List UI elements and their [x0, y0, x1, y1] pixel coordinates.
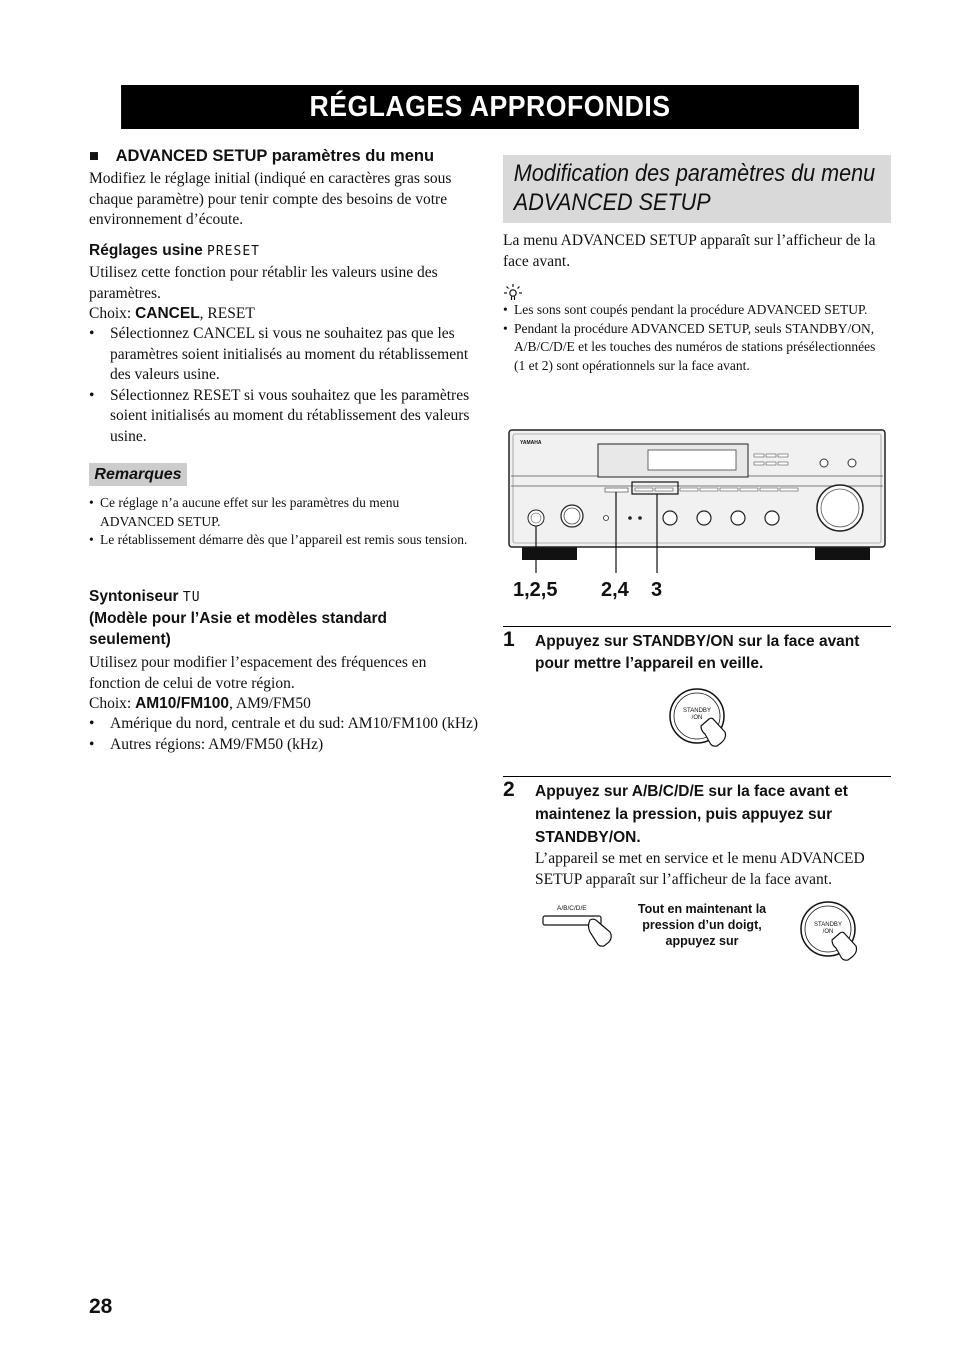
- preset-description: Utilisez cette fonction pour rétablir les valeurs usine des paramètres.: [89, 264, 438, 302]
- standby-label-line2: /ON: [822, 929, 834, 935]
- choice-rest: , RESET: [199, 305, 255, 322]
- callout-2-4: 2,4: [601, 579, 629, 601]
- step-2-text: Appuyez sur A/B/C/D/E sur la face avant et maintenez la pression, puis appuyez sur STANDBY/ON.: [535, 783, 848, 846]
- choice-rest: , AM9/FM50: [228, 695, 311, 712]
- preset-heading: [89, 240, 479, 262]
- choice-default: AM10/FM100: [135, 695, 229, 712]
- step-2-rule: [503, 776, 891, 777]
- tip-lightbulb-icon: [503, 283, 523, 303]
- tuner-title: Syntoniseur: [89, 588, 179, 605]
- list-item: • Sélectionnez CANCEL si vous ne souhaitez pas que les paramètres soient initialisés au moment du rétablissement des valeurs usine.: [89, 324, 479, 386]
- section-heading: Modification des paramètres du menu ADVANCED SETUP: [513, 160, 876, 216]
- standby-label-line2: /ON: [691, 715, 703, 721]
- section-title: [89, 147, 479, 166]
- list-item: • Le rétablissement démarre dès que l’appareil est remis sous tension.: [89, 531, 469, 550]
- square-icon: ■: [89, 147, 99, 165]
- standby-button-press-illustration-2: [798, 899, 866, 963]
- standby-label-line1: STANDBY: [814, 922, 842, 928]
- tips-list: [503, 301, 888, 375]
- preset-code: PRESET: [207, 244, 260, 259]
- preset-bullets: [89, 324, 479, 447]
- list-item: • Les sons sont coupés pendant la procédure ADVANCED SETUP.: [503, 301, 888, 320]
- step-2-description: L’appareil se met en service et le menu ADVANCED SETUP apparaît sur l’afficheur de la face avant.: [535, 850, 865, 888]
- list-item: • Sélectionnez RESET si vous souhaitez que les paramètres soient initialisés au moment du rétablissement des valeurs usine.: [89, 386, 479, 448]
- step-2-number: 2: [503, 778, 515, 801]
- press-caption: Tout en maintenant la pression d’un doigt, appuyez sur: [637, 902, 767, 948]
- callout-1-2-5: 1,2,5: [513, 579, 558, 601]
- section-title-text: ADVANCED SETUP paramètres du menu: [115, 147, 435, 165]
- standby-label-line1: STANDBY: [683, 708, 711, 714]
- brand-logo-text: YAMAHA: [520, 440, 542, 446]
- list-item: • Amérique du nord, centrale et du sud: AM10/FM100 (kHz): [89, 714, 479, 735]
- tuner-subtitle: (Modèle pour l’Asie et modèles standard seulement): [89, 610, 388, 648]
- choice-default: CANCEL: [135, 305, 200, 322]
- standby-button-press-illustration: [665, 686, 735, 750]
- right-intro: La menu ADVANCED SETUP apparaît sur l’afficheur de la face avant.: [503, 232, 876, 270]
- choice-label: Choix:: [89, 305, 132, 322]
- remarques-list: [89, 494, 469, 550]
- choice-label: Choix:: [89, 695, 132, 712]
- abcde-key-label: A/B/C/D/E: [557, 905, 587, 912]
- step-1-rule: [503, 626, 891, 627]
- section-heading-box: [503, 155, 891, 223]
- step-1-text: Appuyez sur STANDBY/ON sur la face avant pour mettre l’appareil en veille.: [535, 633, 860, 672]
- callout-3: 3: [651, 579, 663, 601]
- tuner-choice: [89, 694, 479, 715]
- list-item: • Pendant la procédure ADVANCED SETUP, seuls STANDBY/ON, A/B/C/D/E et les touches des numéros de stations présélectionnées (1 et 2) sont opérationnels sur la face avant.: [503, 320, 888, 376]
- tuner-heading: [89, 586, 479, 608]
- page-banner: RÉGLAGES APPROFONDIS: [121, 85, 859, 129]
- intro-paragraph: Modifiez le réglage initial (indiqué en caractères gras sous chaque paramètre) pour tenir compte des besoins de votre environnement d’écoute.: [89, 170, 452, 228]
- receiver-front-panel-illustration: [508, 428, 890, 603]
- remarques-label: Remarques: [89, 463, 187, 486]
- page-number: 28: [89, 1295, 113, 1318]
- step-1-number: 1: [503, 628, 515, 651]
- tuner-bullets: [89, 714, 479, 755]
- list-item: • Autres régions: AM9/FM50 (kHz): [89, 735, 479, 756]
- abcde-key-press-illustration: [540, 900, 620, 950]
- preset-choice: [89, 304, 479, 325]
- preset-title: Réglages usine: [89, 242, 203, 259]
- tuner-code: TU: [182, 590, 201, 605]
- tuner-description: Utilisez pour modifier l’espacement des fréquences en fonction de celui de votre région.: [89, 654, 427, 692]
- list-item: • Ce réglage n’a aucune effet sur les paramètres du menu ADVANCED SETUP.: [89, 494, 469, 531]
